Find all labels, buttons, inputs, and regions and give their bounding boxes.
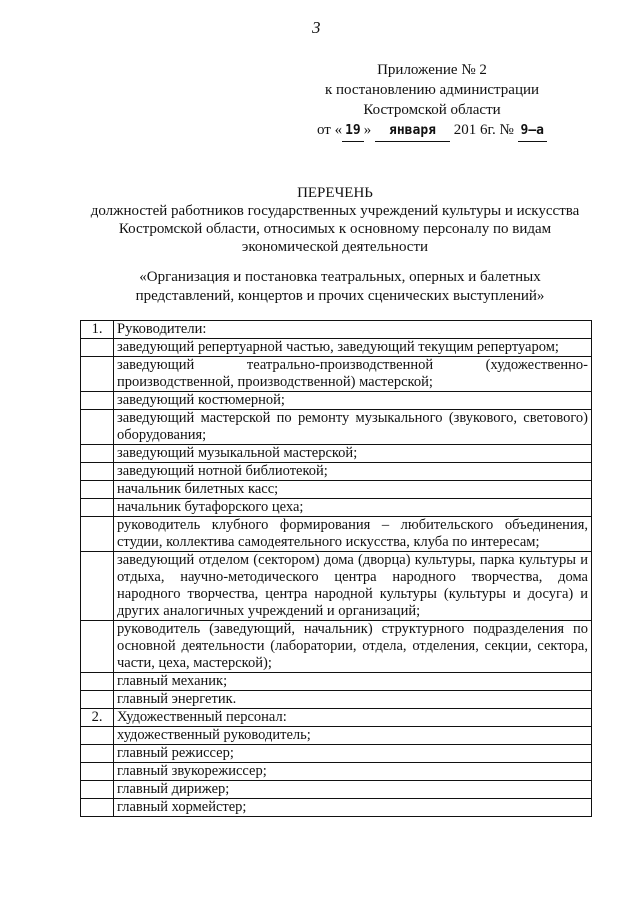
row-number	[81, 517, 114, 552]
appendix-line3: Костромской области	[363, 102, 501, 118]
row-text: заведующий театрально-производственной (художественно-производственной, производственной) мастерской;	[114, 357, 592, 392]
table-row	[81, 763, 592, 781]
row-number	[81, 745, 114, 763]
page-number: 3	[312, 18, 321, 37]
row-text: заведующий отделом (сектором) дома (дворца) культуры, парка культуры и отдыха, научно-методического центра народного творчества, дома народного творчества, центра народной культуры (культуры и досуга) и других аналогичных учреждений и организаций;	[114, 552, 592, 621]
table-row	[81, 673, 592, 691]
row-text: главный дирижер;	[114, 781, 592, 799]
row-text: главный звукорежиссер;	[114, 763, 592, 781]
row-number	[81, 357, 114, 392]
title-line1: должностей работников государственных учреждений культуры и искусства	[90, 203, 580, 219]
date-month: января	[375, 121, 450, 142]
row-number: 1.	[81, 321, 114, 339]
row-number	[81, 799, 114, 817]
row-number	[81, 481, 114, 499]
row-text: заведующий мастерской по ремонту музыкального (звукового, светового) оборудования;	[114, 410, 592, 445]
table-row	[81, 357, 592, 392]
title-line3: экономической деятельности	[241, 239, 429, 255]
row-number	[81, 727, 114, 745]
table-row	[81, 621, 592, 673]
table-row	[81, 781, 592, 799]
row-text: начальник билетных касс;	[114, 481, 592, 499]
row-number: 2.	[81, 709, 114, 727]
row-number	[81, 445, 114, 463]
row-text: заведующий репертуарной частью, заведующий текущим репертуаром;	[114, 339, 592, 357]
date-prefix: от «	[317, 122, 343, 138]
table-row	[81, 745, 592, 763]
row-number	[81, 673, 114, 691]
row-text: главный режиссер;	[114, 745, 592, 763]
row-text: заведующий нотной библиотекой;	[114, 463, 592, 481]
table-row	[81, 499, 592, 517]
table-row	[81, 709, 592, 727]
table-row	[81, 517, 592, 552]
row-text: главный хормейстер;	[114, 799, 592, 817]
row-text: главный механик;	[114, 673, 592, 691]
row-text: начальник бутафорского цеха;	[114, 499, 592, 517]
row-number	[81, 781, 114, 799]
activity-type	[100, 268, 580, 306]
table-row	[81, 339, 592, 357]
appendix-header	[282, 60, 582, 142]
row-text: руководитель клубного формирования – любительского объединения, студии, коллектива самодеятельного искусства, клуба по интересам;	[114, 517, 592, 552]
date-year: 201 6г. №	[453, 122, 514, 138]
row-text: заведующий музыкальной мастерской;	[114, 445, 592, 463]
table-row	[81, 392, 592, 410]
row-number	[81, 339, 114, 357]
activity-line1: «Организация и постановка театральных, оперных и балетных	[139, 269, 541, 285]
table-row	[81, 691, 592, 709]
row-number	[81, 463, 114, 481]
table-row	[81, 481, 592, 499]
date-day: 19	[342, 121, 364, 142]
table-row	[81, 799, 592, 817]
row-text: руководитель (заведующий, начальник) структурного подразделения по основной деятельности (лаборатории, отдела, отделения, секции, сектора, части, цеха, мастерской);	[114, 621, 592, 673]
row-text: Художественный персонал:	[114, 709, 592, 727]
document-title	[80, 184, 590, 256]
table-row	[81, 552, 592, 621]
title-line2: Костромской области, относимых к основному персоналу по видам	[118, 221, 552, 237]
row-number	[81, 552, 114, 621]
row-number	[81, 763, 114, 781]
row-number	[81, 499, 114, 517]
row-number	[81, 621, 114, 673]
appendix-line1: Приложение № 2	[377, 62, 487, 78]
table-row	[81, 321, 592, 339]
document-number: 9–а	[518, 121, 547, 142]
activity-line2: представлений, концертов и прочих сценических выступлений»	[135, 288, 545, 304]
row-number	[81, 392, 114, 410]
appendix-date-line	[282, 120, 582, 142]
table-row	[81, 445, 592, 463]
date-mid: »	[363, 122, 372, 138]
row-text: заведующий костюмерной;	[114, 392, 592, 410]
row-text: Руководители:	[114, 321, 592, 339]
row-text: главный энергетик.	[114, 691, 592, 709]
positions-table	[80, 320, 592, 817]
table-row	[81, 410, 592, 445]
row-text: художественный руководитель;	[114, 727, 592, 745]
row-number	[81, 410, 114, 445]
row-number	[81, 691, 114, 709]
appendix-line2: к постановлению администрации	[324, 82, 540, 98]
title-heading: ПЕРЕЧЕНЬ	[297, 185, 373, 201]
table-row	[81, 463, 592, 481]
table-row	[81, 727, 592, 745]
